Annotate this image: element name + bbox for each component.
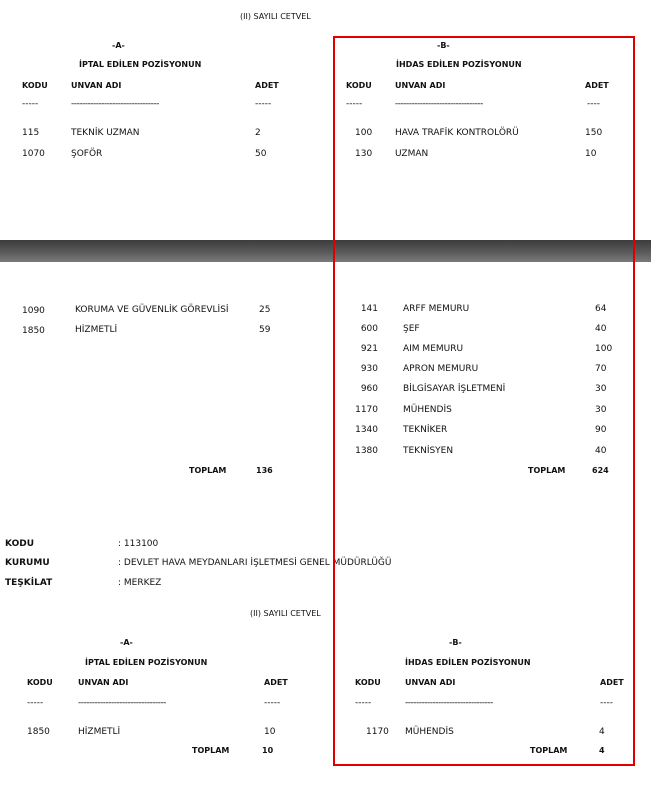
top-left-marker: -A-	[112, 41, 125, 50]
row-kodu: 141	[360, 304, 378, 314]
top-right-col-unvan: UNVAN ADI	[395, 81, 446, 90]
row-adet: 90	[595, 425, 607, 435]
row-unvan: ARFF MEMURU	[403, 304, 470, 314]
row-adet: 2	[255, 128, 261, 138]
row-adet: 64	[595, 304, 607, 314]
top-left-dash-kodu: -----	[22, 99, 39, 109]
row-adet: 150	[585, 128, 603, 138]
bottom-left-col-unvan: UNVAN ADI	[78, 678, 129, 687]
bottom-right-col-unvan: UNVAN ADI	[405, 678, 456, 687]
bottom-left-toplam-label: TOPLAM	[192, 746, 230, 755]
row-kodu: 1090	[22, 306, 45, 316]
bottom-left-col-adet: ADET	[264, 678, 288, 687]
row-adet: 40	[595, 324, 607, 334]
teskilat-label: TEŞKİLAT	[5, 578, 53, 588]
row-adet: 25	[259, 305, 271, 315]
bottom-left-total: 10	[262, 746, 274, 755]
middle-right-toplam-label: TOPLAM	[528, 466, 566, 475]
kodu-label: KODU	[5, 539, 34, 549]
row-adet: 10	[264, 727, 276, 737]
bottom-left-dash-unvan: --------------------------------	[78, 698, 166, 708]
bottom-right-dash-unvan: --------------------------------	[405, 698, 493, 708]
top-right-marker: -B-	[437, 41, 450, 50]
top-left-heading: İPTAL EDİLEN POZİSYONUN	[79, 60, 202, 69]
row-kodu: 1850	[27, 727, 50, 737]
teskilat-value: : MERKEZ	[118, 578, 162, 588]
row-adet: 10	[585, 149, 597, 159]
row-kodu: 130	[355, 149, 373, 159]
top-right-col-adet: ADET	[585, 81, 609, 90]
row-kodu: 1170	[366, 727, 389, 737]
bottom-right-dash-adet: ----	[600, 698, 613, 708]
kurumu-value: : DEVLET HAVA MEYDANLARI İŞLETMESİ GENEL MÜDÜRLÜĞÜ	[118, 558, 392, 568]
top-right-heading: İHDAS EDİLEN POZİSYONUN	[396, 60, 522, 69]
bottom-right-col-adet: ADET	[600, 678, 624, 687]
top-cetvel-title: (II) SAYILI CETVEL	[240, 12, 311, 21]
bottom-right-col-kodu: KODU	[355, 678, 381, 687]
kodu-value: : 113100	[118, 539, 159, 549]
row-unvan: AIM MEMURU	[403, 344, 464, 354]
row-unvan: TEKNİK UZMAN	[71, 128, 140, 138]
bottom-left-heading: İPTAL EDİLEN POZİSYONUN	[85, 658, 208, 667]
kurumu-label: KURUMU	[5, 558, 50, 568]
row-kodu: 115	[22, 128, 40, 138]
top-left-col-unvan: UNVAN ADI	[71, 81, 122, 90]
top-right-dash-unvan: --------------------------------	[395, 99, 483, 109]
row-kodu: 1380	[355, 446, 378, 456]
row-unvan: HİZMETLİ	[78, 727, 121, 737]
bottom-right-toplam-label: TOPLAM	[530, 746, 568, 755]
middle-left-total: 136	[256, 466, 273, 475]
highlight-box	[333, 36, 635, 766]
top-left-col-adet: ADET	[255, 81, 279, 90]
row-kodu: 1170	[355, 405, 378, 415]
bottom-right-total: 4	[599, 746, 605, 755]
top-right-col-kodu: KODU	[346, 81, 372, 90]
middle-left-toplam-label: TOPLAM	[189, 466, 227, 475]
top-left-dash-adet: -----	[255, 99, 272, 109]
row-adet: 59	[259, 325, 271, 335]
bottom-left-dash-adet: -----	[264, 698, 281, 708]
bottom-right-heading: İHDAS EDİLEN POZİSYONUN	[405, 658, 531, 667]
row-kodu: 600	[360, 324, 378, 334]
row-unvan: ŞEF	[403, 324, 420, 334]
bottom-right-marker: -B-	[449, 638, 462, 647]
row-unvan: MÜHENDİS	[403, 405, 452, 415]
bottom-left-dash-kodu: -----	[27, 698, 44, 708]
row-adet: 30	[595, 384, 607, 394]
top-left-dash-unvan: --------------------------------	[71, 99, 159, 109]
row-kodu: 921	[360, 344, 378, 354]
row-unvan: HİZMETLİ	[75, 325, 118, 335]
row-unvan: APRON MEMURU	[403, 364, 479, 374]
bottom-left-col-kodu: KODU	[27, 678, 53, 687]
row-kodu: 1850	[22, 326, 45, 336]
bottom-left-marker: -A-	[120, 638, 133, 647]
row-adet: 70	[595, 364, 607, 374]
row-unvan: BİLGİSAYAR İŞLETMENİ	[403, 384, 506, 394]
row-unvan: MÜHENDİS	[405, 727, 454, 737]
row-adet: 4	[599, 727, 605, 737]
middle-right-total: 624	[592, 466, 609, 475]
row-unvan: TEKNİKER	[403, 425, 448, 435]
row-unvan: HAVA TRAFİK KONTROLÖRÜ	[395, 128, 519, 138]
row-kodu: 1070	[22, 149, 45, 159]
top-left-col-kodu: KODU	[22, 81, 48, 90]
row-adet: 100	[595, 344, 613, 354]
row-unvan: ŞOFÖR	[71, 149, 103, 159]
row-unvan: KORUMA VE GÜVENLİK GÖREVLİSİ	[75, 305, 229, 315]
row-kodu: 930	[360, 364, 378, 374]
top-right-dash-kodu: -----	[346, 99, 363, 109]
row-unvan: TEKNİSYEN	[403, 446, 454, 456]
row-adet: 30	[595, 405, 607, 415]
row-unvan: UZMAN	[395, 149, 429, 159]
row-adet: 50	[255, 149, 267, 159]
bottom-right-dash-kodu: -----	[355, 698, 372, 708]
top-right-dash-adet: ----	[587, 99, 600, 109]
row-kodu: 1340	[355, 425, 378, 435]
row-kodu: 100	[355, 128, 373, 138]
row-adet: 40	[595, 446, 607, 456]
row-kodu: 960	[360, 384, 378, 394]
bottom-cetvel-title: (II) SAYILI CETVEL	[250, 609, 321, 618]
